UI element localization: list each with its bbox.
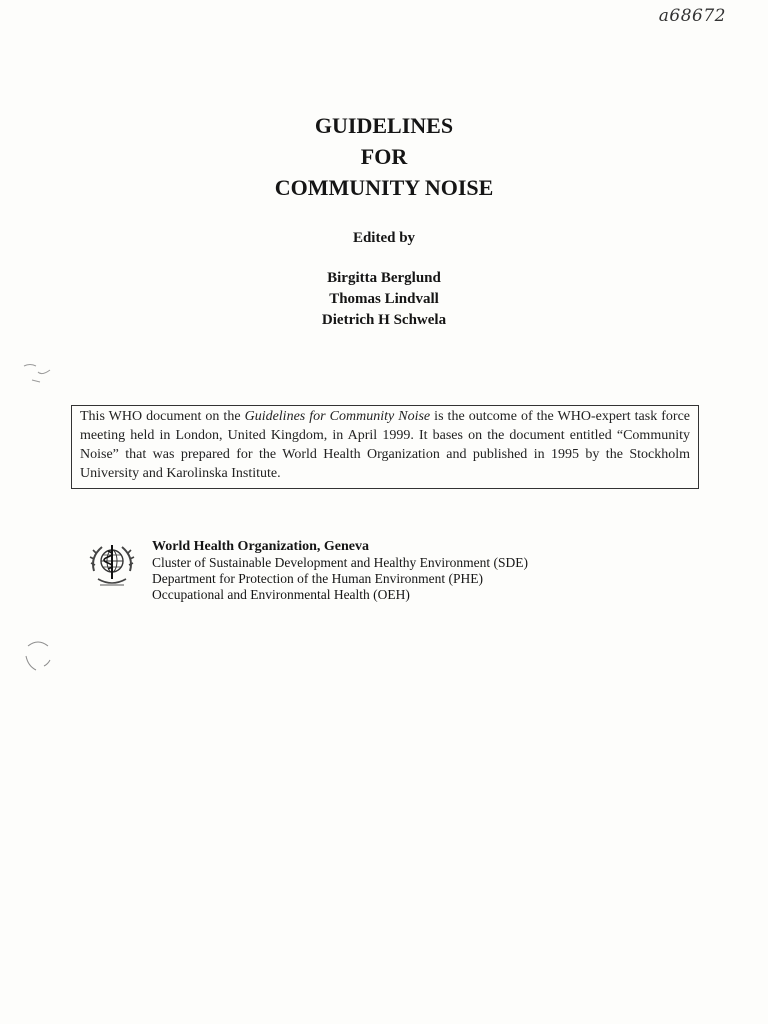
notice-text-part1: This WHO document on the (80, 409, 245, 424)
title-line-3: COMMUNITY NOISE (274, 175, 494, 200)
organization-unit-2: Department for Protection of the Human Environment (PHE) (152, 571, 484, 586)
notice-box (71, 405, 699, 489)
scan-artifact-left (14, 360, 64, 390)
notice-text-part2: is the outcome of the WHO-expert task force meeting held in London, United Kingdom, in April 1999. It bases on the document entitled “Community Noise” that was prepared for the World Health Organization and published in 1995 by the Stockholm University and Karolinska Institute. (80, 409, 690, 481)
organization-unit-1: Cluster of Sustainable Development and Healthy Environment (SDE) (152, 555, 529, 570)
scan-artifact-hole (20, 636, 56, 676)
title-line-2: FOR (360, 144, 408, 169)
document-title (0, 110, 768, 203)
editor-name-2: Thomas Lindvall (329, 291, 439, 307)
editors-section (0, 230, 768, 331)
organization-unit-3: Occupational and Environmental Health (OEH) (152, 587, 410, 602)
edited-by-label: Edited by (352, 230, 416, 246)
handwritten-note: a68672 (658, 6, 726, 26)
who-text (152, 538, 692, 603)
organization-name: World Health Organization, Geneva (152, 539, 369, 554)
title-line-1: GUIDELINES (314, 113, 454, 138)
notice-text (80, 407, 690, 483)
who-emblem-icon (86, 541, 138, 589)
notice-title-italic: Guidelines for Community Noise (244, 409, 431, 424)
editor-name-1: Birgitta Berglund (327, 270, 441, 286)
editor-name-3: Dietrich H Schwela (321, 312, 447, 328)
